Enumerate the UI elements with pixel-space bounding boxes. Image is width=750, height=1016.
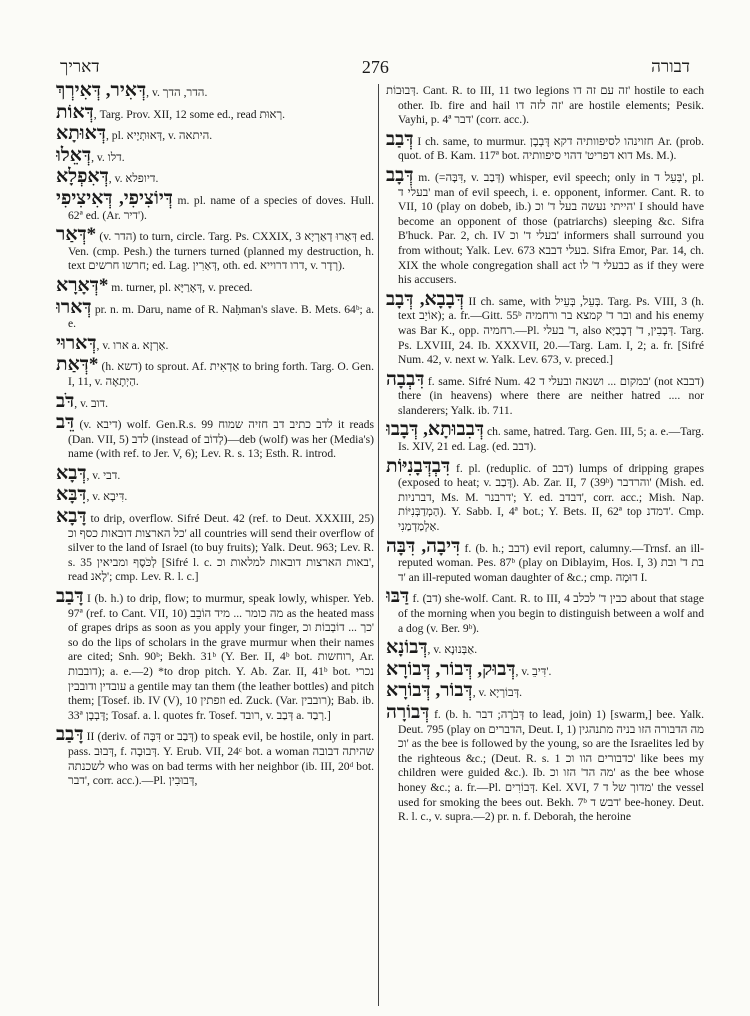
headword: דַּבּוּ [386,586,410,608]
dictionary-entry [386,701,704,825]
headword: דְּאֵלוּ [56,144,92,166]
dictionary-entry [56,166,374,188]
entry-definition: , v. דִּיבֵ'. [515,664,552,678]
entry-definition: (v. דיבא) wolf. Gen.R.s. 99 לדב כתיב דב חזיה שמוח it reads (Dan. VII, 5) לדב (instead of לְדוֹב)—deb (wolf) was her (Media's) name (with ref. to Jer. V, 6); Lev. R. s. 13; Esth. R. introd. [68,418,374,461]
dictionary-entry [56,144,374,166]
headword: *דְּאַר [56,224,97,246]
dictionary-entry [56,296,374,332]
entry-definition: , v. דיופלא. [108,172,159,186]
column-divider [378,84,379,1006]
right-column [386,84,704,1016]
headword: *דְּאָרָא [56,274,109,296]
headword: דָּבָא [56,506,87,528]
headword: דְּבִבוּתָא, דְּבָבוּ [386,419,484,441]
dictionary-entry [386,637,704,659]
headword: דְּאִפְלָא [56,166,109,188]
headword: דִּבְדְּבָנִיּוֹת [386,455,451,477]
entry-definition: pr. n. m. Daru, name of R. Naḥman's slave. B. Mets. 64ᵇ; a. e. [68,302,374,331]
entry-definition: , v. דְּבוֹרְיָא. [472,686,523,700]
entry-definition: f. (דב) she-wolf. Cant. R. to III, 4 כבין ד' לכלב about that stage of the morning when you begin to distinguish between a wolf and a dog (v. Ber. 9ᵇ). [398,592,704,635]
dictionary-entry [56,224,374,274]
entry-definition: , Targ. Prov. XII, 12 some ed., read רְאוּת. [93,107,286,121]
dictionary-entry [56,274,374,296]
entry-definition: , v. דוב. [74,396,108,410]
entry-definition: , v. דִּיבָא. [86,490,128,504]
dictionary-entry [386,658,704,680]
dictionary-entry [386,128,704,164]
dictionary-entry [386,586,704,636]
headword: דְּיוֹצִיפִי, דְּאִיצִיפִי [56,187,173,209]
entry-definition: (h. דשא) to sprout. Af. אַדְאִית to bring forth. Targ. O. Gen. I, 11, v. הַיְתָאָה. [68,360,374,388]
page-number: 276 [361,56,389,77]
entry-definition: ch. same, hatred. Targ. Gen. III, 5; a. e.—Targ. Is. XIV, 21 ed. Lag. (ed. דבב). [398,425,704,454]
dictionary-entry [56,506,374,585]
headword: דְּבוֹנָא [386,637,428,659]
dictionary-entry [386,368,704,419]
headword: דִּיבָה, דִּבָּה [386,535,461,557]
dictionary-entry [386,680,704,702]
entry-definition: m. pl. name of a species of doves. Hull. 62ª ed. (Ar. דיר'). [68,193,374,222]
running-header [60,54,690,80]
dictionary-entry [56,101,374,123]
entry-definition: f. (b. h.; דבב) evil report, calumny.—Trnsf. an ill-reputed woman. Pes. 87ᵇ (play on Diblayim, Hos. I, 3) בת ד' ובת ד' an ill-reputed woman daughter of &c.; cmp. דוּמָה I. [398,541,704,584]
dictionary-entry [56,332,374,354]
dictionary-entry [56,724,374,788]
entry-definition: I ch. same, to murmur. חזוינהו לסיפוותיה דקא דָּבְבָן Ar. (prob. quot. of B. Kam. 117ª bot. דוא דפריט' דהוי סיפוותיה Ms. M.). [398,134,704,163]
entry-definition: to drip, overflow. Sifré Deut. 42 (ref. to Deut. XXXIII, 25) כל הארצות דובאות כסף וכ' all countries will send their overflow of silver to the land of Israel (to buy fruits); Yalk. Deut. 963; Lev. R. s. 35 לְכֹּסֶף ומביאין [Sifré l. c. באות הארצות דובאות למלאות וכ', read לָאנ'; cmp. Lev. R. l. c.] [68,512,374,584]
entry-definition: m. (=דִּבָּה, v. דְּבַב) whisper, evil speech; only in בְּעֵל ד', pl. בעלי ד' man of evil speech, i. e. opponent, informer. Cant. R. to VII, 10 (play on dobeb, ib.) הייתי נעשה בעל ד' וכ' I should have become an opponent of those (patriarchs) sleeping &c. Sifra B'huck. Par. 2, ch. IV בעלי ד' וכ' informers shall surround you from without; Yalk. Lev. 673 בעלי דבבא. Sifra Emor, Par. 14, ch. XIX the whole congregation shall act כבעלי ד' לו as if they were his accusers. [398,170,704,287]
entry-definition: , v. ארו a. אַרְזָא. [96,338,169,352]
headword: דְּאוּתָא [56,123,106,145]
dictionary-entry [56,123,374,145]
headword: דִּבָּא [56,484,87,506]
headword: דְּבָבָא, דְּבָב [386,288,465,310]
entry-definition: , pl. דְּאוּתְיָיא, v. היתאה. [106,129,213,143]
entry-definition: , v. דלו. [91,150,125,164]
dictionary-entry [386,84,704,128]
headword: דֵּב [56,412,75,434]
headword: דְּבוֹר, דְּבוֹרָא [386,680,473,702]
entry-definition: f. pl. (reduplic. of דבב) lumps of dripping grapes (exposed to heat; v. דָּבַב). Ab. Zar. II, 7 (39ᵇ) והרדבר' (Mish. ed. דברניות, Ms. M. דרבנר'; Y. ed. דבדב', corr. acc.; Mish. Nap. הַמְדַבְּנִיּוֹת). Y. Sabb. I, 4ª bot.; Y. Bets. II, 62ª top דמדנ'. Cmp. אַלְמַדְמַנִי. [398,461,704,534]
entry-definition: m. turner, pl. דְּאָרַיָּא, v. preced. [108,280,253,294]
dictionary-entry [56,462,374,484]
entry-definition: f. same. Sifré Num. 42 במקום ... ושנאה ובעלי ד' (not דבבא) there (in heavens) where there are neither hatred .... nor slanderers; Yalk. ib. 711. [398,374,704,417]
dictionary-entry [56,390,374,412]
left-guide-word: דאריך [60,57,100,76]
headword: דְּבַב [386,128,414,150]
headword: דִּבְבָה [386,368,425,390]
headword: דְּבוֹרָה [386,701,430,723]
dictionary-entry [56,187,374,223]
entry-definition: (v. הדר) to turn, circle. Targ. Ps. CXXIX, 3 דְּאַרוּ דְאַרְיָא ed. Ven. (cmp. Pesh.) the turners turned (planned my destruction, h. text חרשו חרשים; ed. Lag. דְּאַרִין, oth. ed. דרו דרוייא, v. רְדָר). [68,230,374,273]
dictionary-entry [386,288,704,368]
dictionary-entry [386,419,704,454]
headword: *דְּאַת [56,354,99,376]
headword: דָּבַב [56,724,84,746]
left-column [56,84,374,1016]
headword: דְּאוֹת [56,101,94,123]
entry-definition: , v. דבי. [86,468,121,482]
headword: דֹּב [56,390,75,412]
dictionary-entry [56,484,374,506]
headword: דָּבַב [56,586,84,608]
entry-definition: דְּבוּבוֹת. Cant. R. to III, 11 two legions זה עם זה דו' hostile to each other. Ib. fire and hail זה לזה דו' are hostile elements; Pesik. Vayhi, p. 4ª דבר' (corr. acc.). [386,84,704,127]
entry-definition: , v. אַבְּנוּנָא. [427,643,478,657]
headword: דְּבָא [56,462,87,484]
dictionary-entry [56,412,374,462]
headword: דְּאִיר, דְּאִירְךְ [56,84,147,101]
headword: דְּבָב [386,164,414,186]
dictionary-entry [56,84,374,101]
headword: דְּבוּק, דְּבוֹר, דְּבוֹרָא [386,658,516,680]
entry-definition: I (b. h.) to drip, flow; to murmur, speak lowly, whisper. Yeb. 97ª (ref. to Cant. VII, 10) מה כומר ... מיד הוֹבֵב as the heated mass of grapes drips as soon as you apply your finger, כך ... דוֹבְבוֹת וכ' so do the lips of scholars in the grave murmur when their names are cited; Snh. 90ᵇ; Bekh. 31ᵇ (Y. Ber. II, 4ᵇ bot. רוחשות, Ar. דובבות); a. e.—2) *to drop pitch. Y. Ab. Zar. II, 41ᵇ bot. נכרי עובדין ודובבין a gentile may tan them (the leather bottles) and pitch them; [Tosef. ib. IV (V), 10 וזפתין ed. Zuck. (Var. רובבין); Bab. ib. 33ª דָּבְבָן; Tosaf. a. l. quotes fr. Tosef. רובד, v. דְּבַב a. רְבַד.] [68,592,374,722]
right-guide-word: דבורה [651,57,690,76]
entry-definition: , v. הדר, הדך. [146,86,208,99]
entry-definition: II (deriv. of דִּבָּה or דְּבַב) to speak evil, be hostile, only in part. pass. דְּבוּב, f. דְּבוּבָה. Y. Erub. VII, 24ᶜ bot. a woman שהיתה דבובה לשכנתה who was on bad terms with her neighbor (ib. III, 20ᵈ bot. דבר', corr. acc.).—Pl. דְּבוּבִין, [68,730,374,788]
entry-definition: II ch. same, with בְּעֵל, בְּעֵיל. Targ. Ps. VIII, 3 (h. text אוֹיֵב); a. fr.—Gitt. 55ᵇ ובר ד' קמצא בר ורחמיה and his enemy was Bar K., opp. רחמיה.—Pl. ד' בעלי, also דְּבָבִין, ד' דְבָבַיָּא. Targ. Ps. LXVIII, 24. Ib. XXXVII, 20.—Targ. Lam. I, 2; a. fr. [Sifré Num. 42, v. next w. Yalk. Lev. 673, v. preced.] [398,294,704,367]
dictionary-entry [386,535,704,586]
dictionary-entry [56,354,374,389]
dictionary-entry [56,586,374,723]
dictionary-entry [386,455,704,535]
headword: דְּארוּ [56,296,92,318]
dictionary-entry [386,164,704,288]
entry-definition: f. (b. h. דְּבֹרָה; דבר to lead, join) 1) [swarm,] bee. Yalk. Deut. 795 (play on הדברים, Deut. I, 1) מה הדבורה הזו בניה מתנהגין וכ' as the bee is followed by the young, so are the Israelites led by the righteous &c.; (Deut. R. s. 1 כדבורים הוו וכ' like bees my children were guided &c.). Ib. מה הד' הזו וכ' as the bee whose honey &c.; a. fr.—Pl. דְּבוֹרִים. Kel. XVI, 7 מדוך של ד' the vessel used for smoking the bees out. Bekh. 7ᵇ דבש ד' bee-honey. Deut. R. l. c., v. supra.—2) pr. n. f. Deborah, the heroine [398,707,704,824]
headword: דְּארוּי [56,332,97,354]
